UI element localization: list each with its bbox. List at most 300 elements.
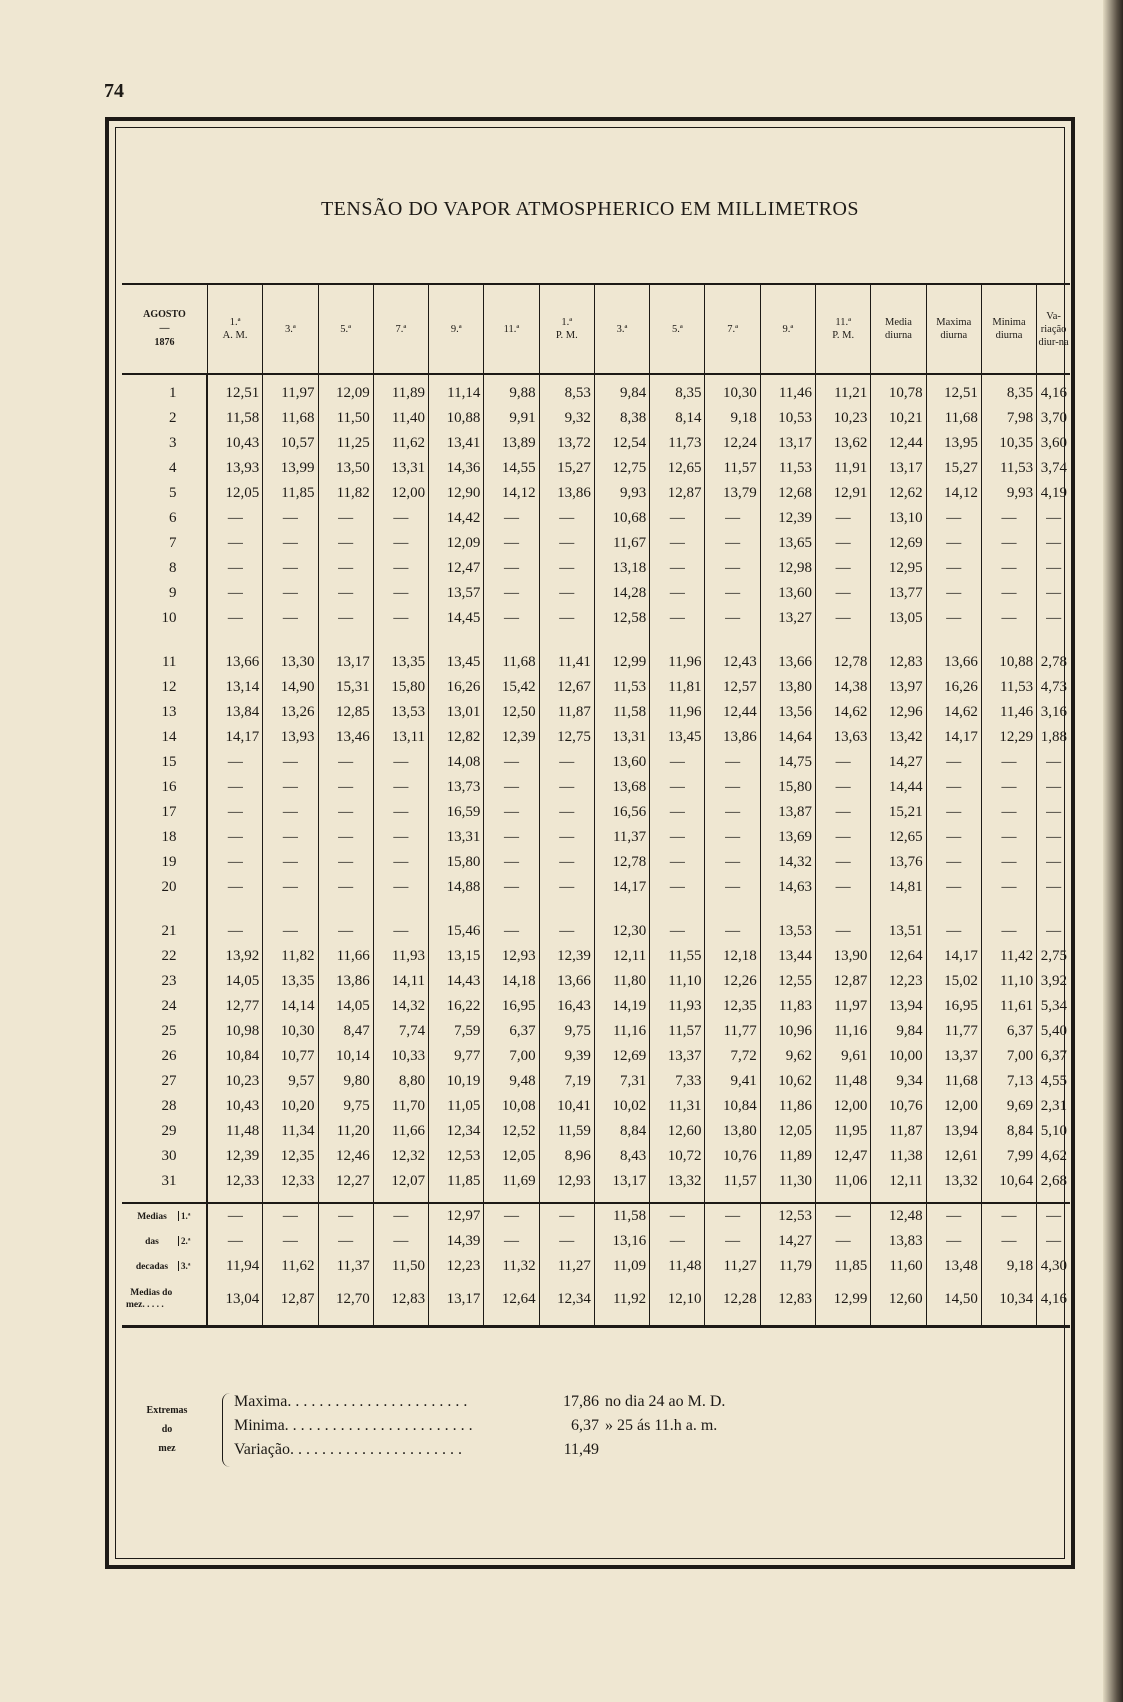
- table-cell: —: [926, 850, 981, 875]
- table-cell: 12,99: [816, 1279, 871, 1319]
- decada-row: [122, 1229, 1070, 1254]
- table-cell: 9,84: [871, 1019, 926, 1044]
- table-cell: —: [926, 1229, 981, 1254]
- table-cell: 14,63: [760, 875, 815, 900]
- table-cell: 9,48: [484, 1069, 539, 1094]
- table-cell: 14,36: [429, 456, 484, 481]
- table-cell: 12,69: [871, 531, 926, 556]
- spacer-cell: [429, 631, 484, 650]
- table-row: [122, 431, 1070, 456]
- table-cell: —: [263, 531, 318, 556]
- table-cell: —: [1046, 1233, 1062, 1249]
- table-cell: 12,87: [263, 1279, 318, 1319]
- table-cell: 12,28: [705, 1279, 760, 1319]
- column-header: [871, 284, 926, 374]
- table-cell: 12,00: [373, 481, 428, 506]
- table-cell: 12,10: [650, 1279, 705, 1319]
- table-cell: 13,48: [926, 1254, 981, 1279]
- table-cell: 4: [122, 456, 207, 481]
- table-cell: 13,94: [926, 1119, 981, 1144]
- table-cell: 14,32: [760, 850, 815, 875]
- table-cell: —: [263, 875, 318, 900]
- table-cell: 14,55: [484, 456, 539, 481]
- table-cell: —: [484, 606, 539, 631]
- table-row: [122, 700, 1070, 725]
- table-cell: 14,05: [318, 994, 373, 1019]
- table-cell: —: [926, 825, 981, 850]
- table-cell: —: [981, 850, 1036, 875]
- spacer-cell: [594, 900, 649, 919]
- table-cell: 13,80: [760, 675, 815, 700]
- table-cell: —: [263, 850, 318, 875]
- column-header-line1: 3.ª: [284, 323, 296, 335]
- decada-label-text: das: [145, 1237, 159, 1247]
- table-cell: —: [650, 531, 705, 556]
- table-cell: 13: [122, 700, 207, 725]
- table-cell: 12,34: [429, 1119, 484, 1144]
- table-cell: 14,28: [594, 581, 649, 606]
- table-cell: 7,98: [981, 406, 1036, 431]
- table-cell: 9,93: [981, 481, 1036, 506]
- table-cell: 11,94: [207, 1254, 262, 1279]
- table-cell: 10,84: [207, 1044, 262, 1069]
- spacer-row: [122, 900, 1070, 919]
- table-cell: —: [705, 1229, 760, 1254]
- table-cell: 13,87: [760, 800, 815, 825]
- table-cell: 9,84: [594, 374, 649, 406]
- table-cell: 14,17: [926, 944, 981, 969]
- table-cell: 12,93: [539, 1169, 594, 1194]
- table-cell: —: [650, 825, 705, 850]
- table-cell: 9,57: [263, 1069, 318, 1094]
- table-cell: 11,42: [981, 944, 1036, 969]
- table-cell: 13,17: [871, 456, 926, 481]
- spacer-cell: [816, 900, 871, 919]
- table-cell: —: [484, 825, 539, 850]
- table-cell: 12,18: [705, 944, 760, 969]
- table-cell: —: [1046, 779, 1062, 795]
- table-cell: —: [650, 606, 705, 631]
- spacer-row: [122, 631, 1070, 650]
- table-cell: 14,14: [263, 994, 318, 1019]
- table-cell: 13,86: [318, 969, 373, 994]
- table-cell: 13,17: [429, 1279, 484, 1319]
- table-cell: —: [207, 581, 262, 606]
- vapor-tension-table: [122, 283, 1070, 1328]
- table-cell: —: [373, 825, 428, 850]
- table-cell: 13,14: [207, 675, 262, 700]
- table-row: [122, 456, 1070, 481]
- table-cell: —: [1046, 1208, 1062, 1224]
- table-cell: —: [318, 775, 373, 800]
- table-cell: 13,77: [871, 581, 926, 606]
- spacer-cell: [429, 900, 484, 919]
- table-cell: 11,60: [871, 1254, 926, 1279]
- table-cell: 2,78: [1040, 654, 1067, 670]
- extremas-minima-note: » 25 ás 11.h a. m.: [605, 1417, 718, 1434]
- table-cell: 10,72: [650, 1144, 705, 1169]
- table-cell: —: [373, 875, 428, 900]
- table-body: [122, 374, 1070, 1327]
- table-cell: 11,58: [594, 700, 649, 725]
- table-cell: 14,08: [429, 750, 484, 775]
- spacer-cell: [539, 900, 594, 919]
- table-cell: —: [207, 556, 262, 581]
- extremas-row-variacao: [234, 1441, 934, 1465]
- table-cell: —: [207, 1229, 262, 1254]
- column-header-line1: 9.ª: [450, 323, 462, 335]
- spacer-cell: [816, 631, 871, 650]
- table-cell: 15,46: [429, 919, 484, 944]
- table-cell: 12,91: [816, 481, 871, 506]
- table-cell: —: [650, 775, 705, 800]
- table-cell: 7,59: [429, 1019, 484, 1044]
- table-cell: 8: [122, 556, 207, 581]
- table-cell: —: [263, 1203, 318, 1229]
- table-cell: —: [816, 581, 871, 606]
- table-cell: 13,27: [760, 606, 815, 631]
- table-cell: —: [1046, 754, 1062, 770]
- table-row: [122, 650, 1070, 675]
- table-cell: —: [318, 850, 373, 875]
- table-cell: —: [650, 1229, 705, 1254]
- table-cell: 11: [122, 650, 207, 675]
- table-cell: 9,88: [484, 374, 539, 406]
- table-cell: 4,16: [1040, 1290, 1067, 1307]
- rule-cell: [981, 1194, 1036, 1203]
- table-cell: 13,95: [926, 431, 981, 456]
- table-cell: —: [539, 506, 594, 531]
- table-cell: —: [373, 1203, 428, 1229]
- table-cell: 16,22: [429, 994, 484, 1019]
- table-cell: 13,60: [760, 581, 815, 606]
- table-cell: 7,74: [373, 1019, 428, 1044]
- table-cell: 11,73: [650, 431, 705, 456]
- table-cell: —: [539, 850, 594, 875]
- table-cell: 10,76: [871, 1094, 926, 1119]
- table-cell: 13,45: [650, 725, 705, 750]
- month-mean-label-line: Medias do: [130, 1288, 173, 1298]
- table-cell: 11,10: [650, 969, 705, 994]
- column-header: [318, 284, 373, 374]
- column-header: [650, 284, 705, 374]
- spacer-cell: [373, 631, 428, 650]
- table-cell: 2,31: [1040, 1098, 1067, 1114]
- table-cell: 13,17: [760, 431, 815, 456]
- table-cell: 12,99: [594, 650, 649, 675]
- table-cell: —: [981, 1203, 1036, 1229]
- rule-row: [122, 1319, 1070, 1327]
- table-cell: 11,58: [207, 406, 262, 431]
- table-cell: 16,95: [926, 994, 981, 1019]
- table-cell: 13,31: [429, 825, 484, 850]
- table-cell: 12,54: [594, 431, 649, 456]
- table-cell: 12,61: [926, 1144, 981, 1169]
- table-cell: 2: [122, 406, 207, 431]
- rule-cell: [650, 1194, 705, 1203]
- table-row: [122, 800, 1070, 825]
- table-cell: 7: [122, 531, 207, 556]
- table-cell: 12,52: [484, 1119, 539, 1144]
- table-row: [122, 944, 1070, 969]
- table-cell: 12,75: [539, 725, 594, 750]
- table-cell: 14,45: [429, 606, 484, 631]
- column-header: [594, 284, 649, 374]
- table-cell: —: [705, 919, 760, 944]
- table-row: [122, 725, 1070, 750]
- table-cell: 13,92: [207, 944, 262, 969]
- table-cell: 13,73: [429, 775, 484, 800]
- table-cell: —: [373, 1229, 428, 1254]
- table-cell: —: [484, 750, 539, 775]
- table-row: [122, 1019, 1070, 1044]
- table-row: [122, 581, 1070, 606]
- table-cell: 13,89: [484, 431, 539, 456]
- table-cell: 12,64: [871, 944, 926, 969]
- table-cell: 13,17: [594, 1169, 649, 1194]
- table-cell: 11,97: [263, 374, 318, 406]
- table-row: [122, 1119, 1070, 1144]
- table-cell: —: [484, 581, 539, 606]
- table-cell: —: [484, 800, 539, 825]
- table-cell: —: [705, 775, 760, 800]
- table-cell: 9,80: [318, 1069, 373, 1094]
- table-cell: 7,99: [981, 1144, 1036, 1169]
- extremas-variacao-label: Variação. . . . . . . . . . . . . . . . . . . . . .: [234, 1441, 462, 1458]
- table-cell: 13,79: [705, 481, 760, 506]
- table-cell: 8,53: [539, 374, 594, 406]
- table-cell: 14,17: [594, 875, 649, 900]
- table-row: [122, 556, 1070, 581]
- table-cell: 14,32: [373, 994, 428, 1019]
- table-cell: —: [373, 581, 428, 606]
- table-cell: 12,47: [816, 1144, 871, 1169]
- table-cell: —: [1046, 585, 1062, 601]
- table-cell: 11,93: [650, 994, 705, 1019]
- table-cell: 12,44: [705, 700, 760, 725]
- table-row: [122, 506, 1070, 531]
- table-cell: 11,21: [816, 374, 871, 406]
- table-cell: 14,43: [429, 969, 484, 994]
- table-cell: 12,62: [871, 481, 926, 506]
- month-label: AGOSTO: [143, 309, 186, 320]
- table-cell: 10,19: [429, 1069, 484, 1094]
- rule-cell: [650, 1319, 705, 1327]
- table-cell: 12,48: [871, 1203, 926, 1229]
- table-cell: —: [263, 581, 318, 606]
- table-cell: 13,63: [816, 725, 871, 750]
- extremas-minima-label: Minima. . . . . . . . . . . . . . . . . . . . . . . .: [234, 1417, 473, 1434]
- spacer-cell: [760, 900, 815, 919]
- table-cell: —: [207, 750, 262, 775]
- table-cell: 27: [122, 1069, 207, 1094]
- table-row: [122, 850, 1070, 875]
- table-cell: —: [816, 875, 871, 900]
- table-cell: 10,43: [207, 431, 262, 456]
- table-cell: 7,72: [705, 1044, 760, 1069]
- decada-row: [122, 1254, 1070, 1279]
- table-cell: 11,82: [318, 481, 373, 506]
- table-cell: 5,10: [1040, 1123, 1067, 1139]
- column-header: [484, 284, 539, 374]
- table-cell: —: [263, 1229, 318, 1254]
- table-cell: 12,87: [650, 481, 705, 506]
- table-cell: —: [207, 606, 262, 631]
- table-cell: 12,55: [760, 969, 815, 994]
- table-cell: 13,84: [207, 700, 262, 725]
- table-cell: —: [373, 775, 428, 800]
- table-cell: 5,34: [1040, 998, 1067, 1014]
- table-cell: 13,31: [373, 456, 428, 481]
- table-cell: 12,75: [594, 456, 649, 481]
- table-cell: 3: [122, 431, 207, 456]
- rule-cell: [373, 1319, 428, 1327]
- table-cell: 11,55: [650, 944, 705, 969]
- table-cell: —: [926, 775, 981, 800]
- table-cell: 13,76: [871, 850, 926, 875]
- table-cell: 13,80: [705, 1119, 760, 1144]
- table-row: [122, 1144, 1070, 1169]
- table-cell: —: [539, 606, 594, 631]
- table-cell: 12,87: [816, 969, 871, 994]
- spacer-cell: [1037, 631, 1070, 650]
- table-cell: 11,46: [981, 700, 1036, 725]
- table-cell: 14,44: [871, 775, 926, 800]
- spacer-cell: [263, 631, 318, 650]
- table-cell: —: [539, 581, 594, 606]
- table-cell: 10,43: [207, 1094, 262, 1119]
- table-cell: 11,57: [705, 1169, 760, 1194]
- page-edge-shadow: [1103, 0, 1123, 1702]
- table-cell: —: [484, 775, 539, 800]
- table-cell: 12,23: [871, 969, 926, 994]
- table-cell: 12,93: [484, 944, 539, 969]
- table-row: [122, 994, 1070, 1019]
- table-cell: —: [650, 581, 705, 606]
- table-cell: 13,69: [760, 825, 815, 850]
- table-cell: 13,51: [871, 919, 926, 944]
- table-cell: —: [1046, 510, 1062, 526]
- table-cell: 12,11: [594, 944, 649, 969]
- table-cell: 11,97: [816, 994, 871, 1019]
- table-cell: 13,17: [318, 650, 373, 675]
- table-cell: 12,32: [373, 1144, 428, 1169]
- table-cell: 11,92: [594, 1279, 649, 1319]
- table-cell: 10,96: [760, 1019, 815, 1044]
- table-cell: 9,41: [705, 1069, 760, 1094]
- table-cell: 11,82: [263, 944, 318, 969]
- table-cell: —: [816, 775, 871, 800]
- table-cell: —: [705, 750, 760, 775]
- table-cell: —: [926, 606, 981, 631]
- table-cell: 10,76: [705, 1144, 760, 1169]
- table-cell: 12,83: [760, 1279, 815, 1319]
- table-cell: 10,41: [539, 1094, 594, 1119]
- table-cell: —: [981, 606, 1036, 631]
- table-cell: —: [539, 825, 594, 850]
- table-cell: 12,33: [207, 1169, 262, 1194]
- spacer-cell: [539, 631, 594, 650]
- table-cell: —: [207, 800, 262, 825]
- table-cell: —: [705, 581, 760, 606]
- table-cell: 1,88: [1040, 729, 1067, 745]
- table-cell: 12,83: [871, 650, 926, 675]
- table-cell: —: [373, 506, 428, 531]
- rule-cell: [318, 1319, 373, 1327]
- table-cell: 10,34: [981, 1279, 1036, 1319]
- table-cell: 14: [122, 725, 207, 750]
- decada-number: 2.ª: [178, 1236, 190, 1246]
- extremas-row-maxima: [234, 1393, 934, 1417]
- spacer-cell: [871, 900, 926, 919]
- table-cell: 12,34: [539, 1279, 594, 1319]
- table-cell: 13,66: [926, 650, 981, 675]
- table-cell: —: [816, 1229, 871, 1254]
- table-cell: 16,56: [594, 800, 649, 825]
- table-cell: 13,45: [429, 650, 484, 675]
- table-cell: 13,41: [429, 431, 484, 456]
- table-cell: —: [1046, 879, 1062, 895]
- table-cell: —: [207, 850, 262, 875]
- column-header: [926, 284, 981, 374]
- table-cell: 12,05: [207, 481, 262, 506]
- table-cell: —: [484, 506, 539, 531]
- table-cell: 11,20: [318, 1119, 373, 1144]
- column-header-line1: 5.ª: [340, 323, 352, 335]
- table-cell: 11,50: [373, 1254, 428, 1279]
- table-cell: —: [263, 556, 318, 581]
- table-cell: 14,39: [429, 1229, 484, 1254]
- table-cell: —: [373, 750, 428, 775]
- column-header: [263, 284, 318, 374]
- table-cell: 12,39: [760, 506, 815, 531]
- column-header-line1: 1.ª: [561, 317, 573, 328]
- table-cell: —: [816, 606, 871, 631]
- table-row: [122, 969, 1070, 994]
- table-cell: 13,68: [594, 775, 649, 800]
- table-cell: 13,66: [207, 650, 262, 675]
- table-cell: —: [539, 775, 594, 800]
- table-row: [122, 750, 1070, 775]
- table-cell: 13,99: [263, 456, 318, 481]
- table-cell: 14,05: [207, 969, 262, 994]
- table-cell: —: [816, 850, 871, 875]
- table-cell: —: [318, 875, 373, 900]
- extremas-maxima-value: 17,86: [563, 1393, 599, 1410]
- table-cell: —: [1046, 854, 1062, 870]
- table-cell: —: [926, 875, 981, 900]
- table-cell: —: [207, 1203, 262, 1229]
- table-cell: 11,31: [650, 1094, 705, 1119]
- table-cell: 10,20: [263, 1094, 318, 1119]
- table-cell: 12,68: [760, 481, 815, 506]
- table-cell: 12,77: [207, 994, 262, 1019]
- table-cell: 11,50: [318, 406, 373, 431]
- table-cell: 22: [122, 944, 207, 969]
- table-cell: 26: [122, 1044, 207, 1069]
- spacer-cell: [1037, 900, 1070, 919]
- table-cell: 13,31: [594, 725, 649, 750]
- table-cell: 13,35: [373, 650, 428, 675]
- table-cell: 4,62: [1040, 1148, 1067, 1164]
- table-cell: 12,53: [760, 1203, 815, 1229]
- table-cell: —: [539, 919, 594, 944]
- table-cell: 11,85: [263, 481, 318, 506]
- table-cell: —: [1046, 560, 1062, 576]
- table-cell: 6,37: [981, 1019, 1036, 1044]
- month-mean-label-line: mez. . . . .: [126, 1300, 164, 1310]
- table-cell: 11,16: [594, 1019, 649, 1044]
